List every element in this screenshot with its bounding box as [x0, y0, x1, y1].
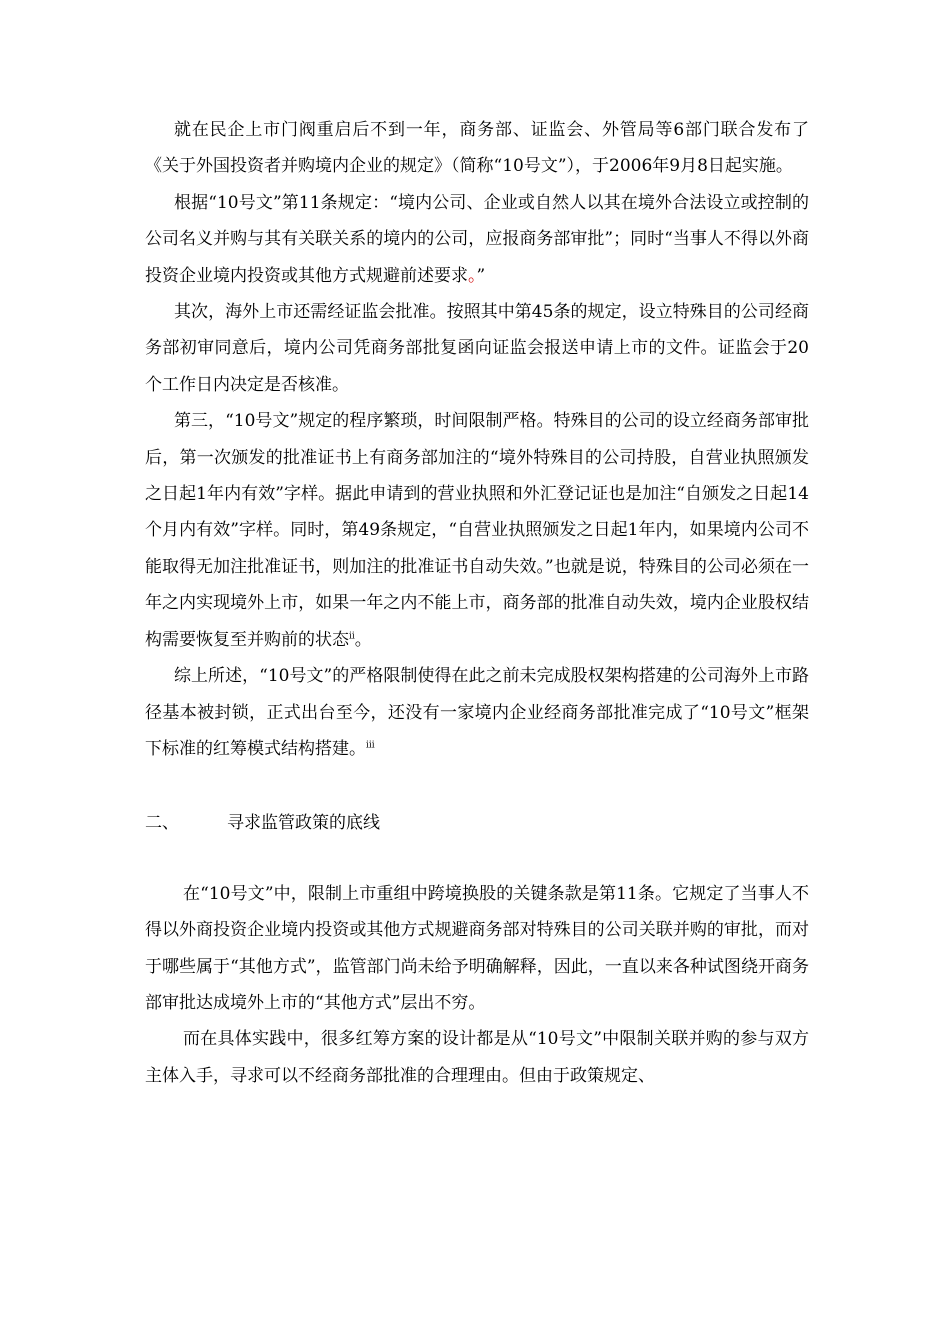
paragraph-text: 综上所述，“10号文”的严格限制使得在此之前未完成股权架构搭建的公司海外上市路径基本被封锁，正式出台至今，还没有一家境内企业经商务部批准完成了“10号文”框架下标准的红筹模式结构搭建。: [145, 666, 809, 759]
document-body: [145, 112, 809, 1094]
section-heading: [145, 805, 809, 841]
paragraph-text: 就在民企上市门阀重启后不到一年，商务部、证监会、外管局等6部门联合发布了《关于外国投资者并购境内企业的规定》（简称“10号文”），于2006年9月8日起实施。: [145, 120, 809, 177]
paragraph-text: 其次，海外上市还需经证监会批准。按照其中第45条的规定，设立特殊目的公司经商务部初审同意后，境内公司凭商务部批复函向证监会报送申请上市的文件。证监会于20个工作日内决定是否核准。: [145, 302, 809, 395]
footnote-marker-iii[interactable]: iii: [366, 740, 375, 751]
paragraph-key-clause: [145, 876, 809, 1022]
paragraph-article-11: [145, 185, 809, 294]
paragraph-text-end: ”: [476, 265, 486, 286]
paragraph-regulation-release: [145, 112, 809, 185]
paragraph-text: 第三，“10号文”规定的程序繁琐，时间限制严格。特殊目的公司的设立经商务部审批后，第一次颁发的批准证书上有商务部加注的“境外特殊目的公司持股，自营业执照颁发之日起1年内有效”字样。据此申请到的营业执照和外汇登记证也是加注“自颁发之日起14个月内有效”字样。同时，第49条规定，“自营业执照颁发之日起1年内，如果境内公司不能取得无加注批准证书，则加注的批准证书自动失效。”也就是说，特殊目的公司必须在一年之内实现境外上市，如果一年之内不能上市，商务部的批准自动失效，境内企业股权结构需要恢复至并购前的状态: [145, 411, 809, 650]
paragraph-summary: [145, 658, 809, 767]
paragraph-text: 在“10号文”中，限制上市重组中跨境换股的关键条款是第11条。它规定了当事人不得以外商投资企业境内投资或其他方式规避商务部对特殊目的公司关联并购的审批，而对于哪些属于“其他方式”，监管部门尚未给予明确解释，因此，一直以来各种试图绕开商务部审批达成境外上市的“其他方式”层出不穷。: [145, 883, 809, 1013]
paragraph-text: 根据“10号文”第11条规定：“境内公司、企业或自然人以其在境外合法设立或控制的公司名义并购与其有关联关系的境内的公司，应报商务部审批”；同时“当事人不得以外商投资企业境内投资或其他方式规避前述要求: [145, 192, 809, 286]
paragraph-practice: [145, 1021, 809, 1094]
section-spacer: [145, 842, 809, 876]
paragraph-text-end: 。: [354, 629, 372, 650]
section-title: 寻求监管政策的底线: [227, 813, 380, 834]
section-spacer: [145, 767, 809, 805]
footnote-marker-ii[interactable]: ii: [349, 631, 355, 642]
paragraph-text: 而在具体实践中，很多红筹方案的设计都是从“10号文”中限制关联并购的参与双方主体入手，寻求可以不经商务部批准的合理理由。但由于政策规定、: [145, 1029, 809, 1086]
paragraph-csrc-approval: [145, 294, 809, 403]
paragraph-time-limits: [145, 403, 809, 658]
section-number: 二、: [145, 813, 179, 834]
red-period-mark: 。: [468, 265, 477, 286]
